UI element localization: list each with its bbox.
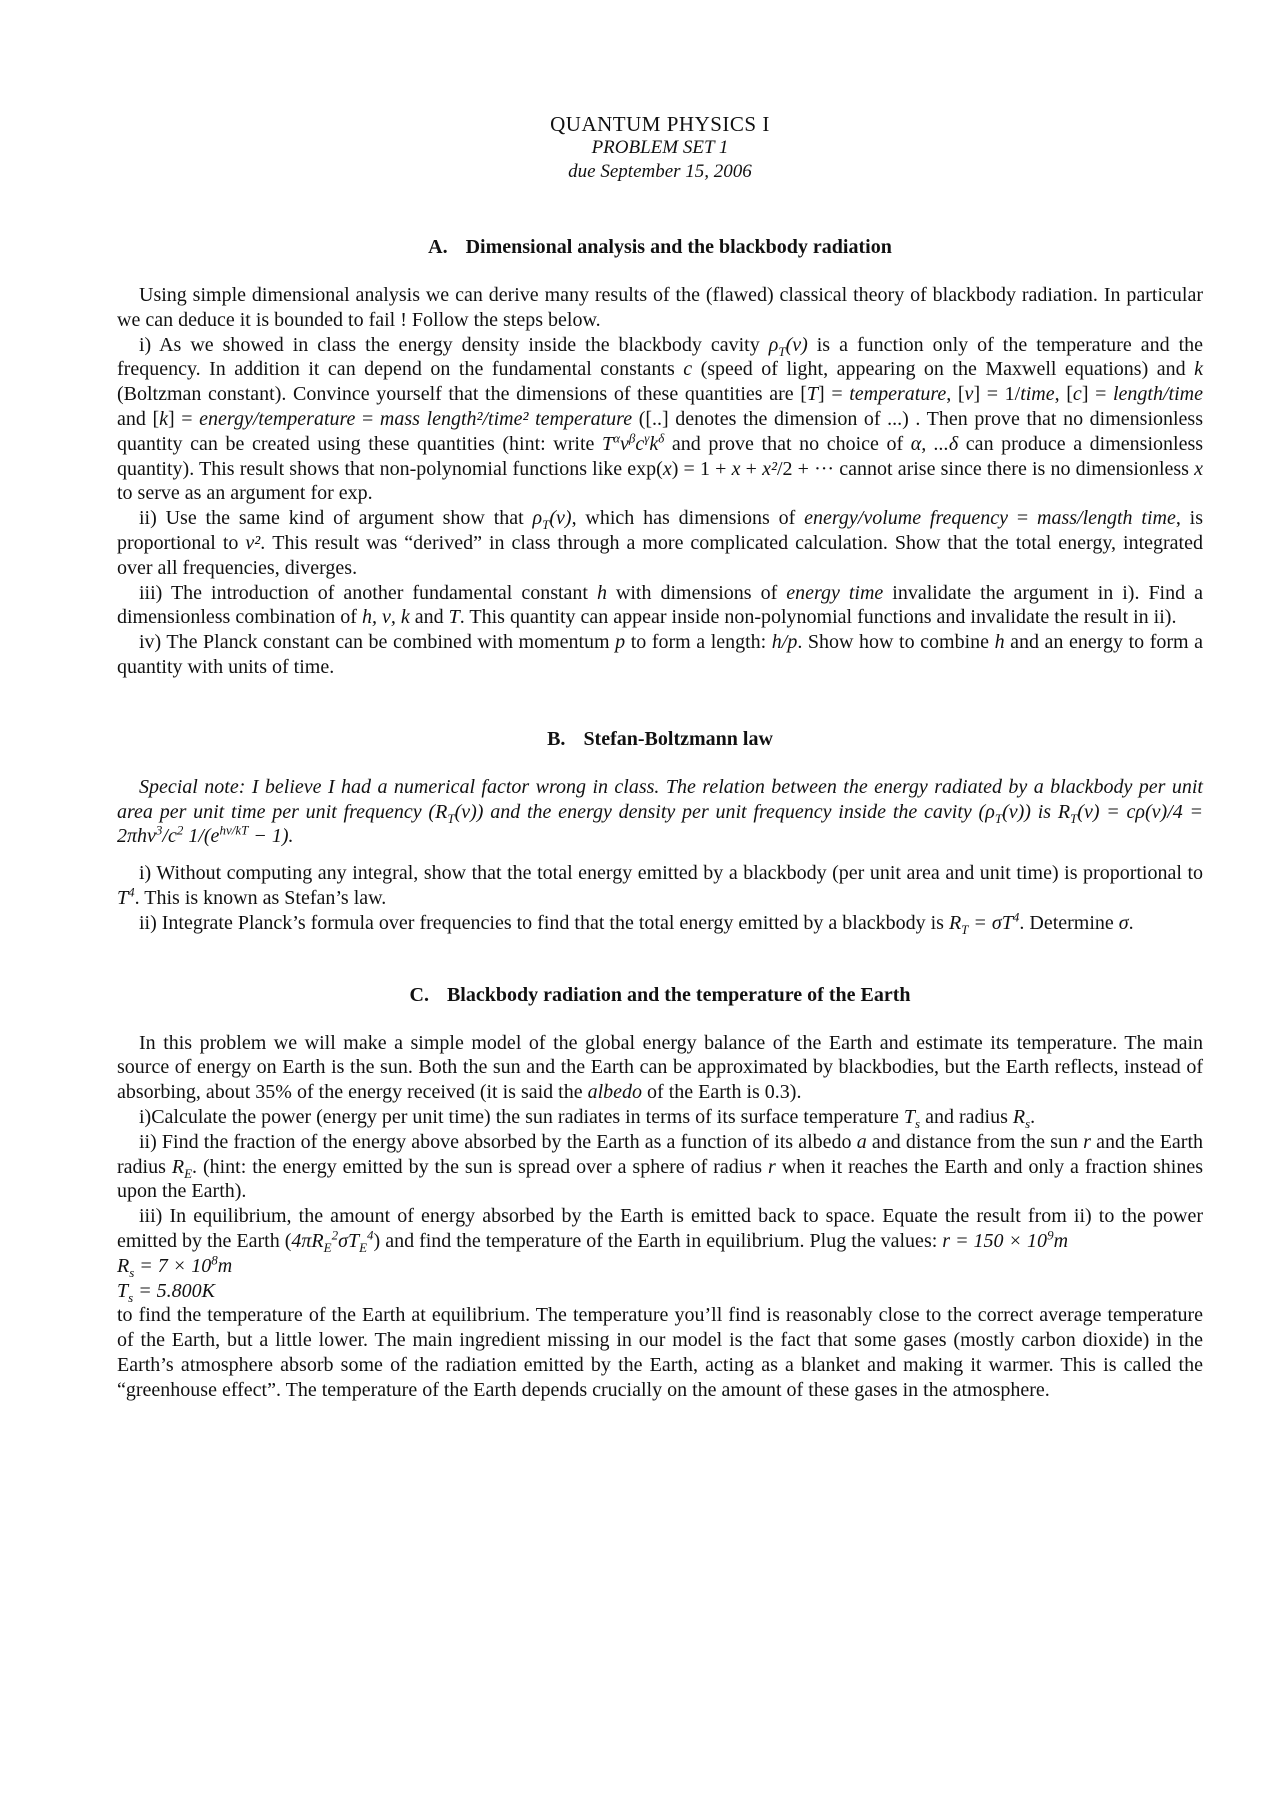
section-b-title [117, 728, 1203, 751]
value-ts: $T_s = 5.800K$ [117, 1279, 216, 1305]
value-r: $r = 150 \times 10^9m$ [942, 1227, 1069, 1252]
section-b-special-note: Special note: I believe I had a numerical factor wrong in class. The relation between the energy radiated by a blackbody per unit area per unit time per unit frequency $(R_T(\nu))$ and the energy density per unit frequency inside the cavity $(\rho_T(\nu))$ is $R_T(\nu) = c\rho(\nu)/4 = 2\pi h\nu^3/c^2$ $1/(e^{h\nu/kT} - 1)$. [117, 775, 1204, 848]
section-a-part-ii: ii) Use the same kind of argument show that $\rho_T(\nu)$, which has dimensions of energy/volume frequency = mass/length time, is proportional to ν². This result was “derived” in class through a more complicated calculation. Show that the total energy, integrated over all frequencies, diverges. [117, 507, 1204, 579]
section-b-part-ii: ii) Integrate Planck’s formula over frequencies to find that the total energy emitted by a blackbody is $R_T = \sigma T^4$. Determine σ. [139, 909, 1134, 937]
section-a-heading: Dimensional analysis and the blackbody radiation [465, 236, 892, 258]
section-b-number: B. [547, 727, 566, 750]
document-header [117, 112, 1203, 184]
section-a-part-i: i) As we showed in class the energy density inside the blackbody cavity $\rho_T(\nu)$ is a function only of the temperature and the frequency. In addition it can depend on the fundamental constants c (speed of light, appearing on the Maxwell equations) and k (Boltzman constant). Convince yourself that the dimensions of these quantities are [T] = temperature, [ν] = 1/time, [c] = length/time and [k] = energy/temperature = mass length²/time² temperature ([..] denotes the dimension of ...) . Then prove that no dimensionless quantity can be created using these quantities (hint: write $T^\alpha\nu^\beta c^\gamma k^\delta$ and prove that no choice of α, ...δ can produce a dimensionless quantity). This result shows that non-polynomial functions like exp(x) = 1 + x + x²/2 + ··· cannot arise since there is no dimensionless x to serve as an argument for exp. [117, 333, 1204, 505]
due-date: due September 15, 2006 [568, 161, 752, 182]
course-title: QUANTUM PHYSICS I [550, 112, 770, 136]
problem-set-page [117, 112, 1203, 1402]
section-b-part-i: i) Without computing any integral, show that the total energy emitted by a blackbody (per unit area and unit time) is proportional to $T^4$. This is known as Stefan’s law. [117, 862, 1203, 909]
section-c-number: C. [409, 983, 429, 1006]
problem-set-label: PROBLEM SET 1 [591, 137, 729, 158]
value-rs: $R_s = 7 \times 10^8m$ [117, 1252, 233, 1280]
section-b-heading: Stefan-Boltzmann law [583, 727, 773, 750]
section-a-part-iii: iii) The introduction of another fundamental constant h with dimensions of energy time invalidate the argument in i). Find a dimensionless combination of h, ν, k and T. This quantity can appear inside non-polynomial functions and invalidate the result in ii). [117, 581, 1203, 629]
section-a-part-iv: iv) The Planck constant can be combined with momentum p to form a length: h/p. Show how to combine h and an energy to form a quantity with units of time. [117, 631, 1203, 678]
section-c-part-ii: ii) Find the fraction of the energy above absorbed by the Earth as a function of its albedo a and distance from the sun r and the Earth radius $R_E$. (hint: the energy emitted by the sun is spread over a sphere of radius r when it reaches the Earth and only a fraction shines upon the Earth). [117, 1130, 1203, 1203]
section-c-part-i: i)Calculate the power (energy per unit time) the sun radiates in terms of its surface temperature $T_s$ and radius $R_s$. [139, 1105, 1036, 1131]
section-c-title [117, 984, 1203, 1007]
section-a-title [117, 236, 1203, 259]
section-c-intro: In this problem we will make a simple model of the global energy balance of the Earth and estimate its temperature. The main source of energy on Earth is the sun. Both the sun and the Earth can be approximated by blackbodies, but the Earth reflects, instead of absorbing, about 35% of the energy received (it is said the albedo of the Earth is 0.3). [117, 1031, 1203, 1104]
section-c-conclusion: to find the temperature of the Earth at equilibrium. The temperature you’ll find is reasonably close to the correct average temperature of the Earth, but a little lower. The main ingredient missing in our model is the fact that some gases (mostly carbon dioxide) in the Earth’s atmosphere absorb some of the radiation emitted by the Earth, acting as a blanket and making it warmer. This is called the “greenhouse effect”. The temperature of the Earth depends crucially on the amount of these gases in the atmosphere. [117, 1304, 1203, 1401]
section-c-part-iii: iii) In equilibrium, the amount of energy absorbed by the Earth is emitted back to space. Equate the result from ii) to the power emitted by the Earth $(4\pi R_E^2\sigma T_E^4)$ and find the temperature of the Earth in equilibrium. Plug the values: $r = 150 \times 10^9m$ [117, 1205, 1203, 1255]
section-c-heading: Blackbody radiation and the temperature of the Earth [446, 983, 911, 1006]
section-a-intro: Using simple dimensional analysis we can derive many results of the (flawed) classical theory of blackbody radiation. In particular we can deduce it is bounded to fail ! Follow the steps below. [117, 284, 1203, 331]
section-a-number: A. [428, 236, 448, 258]
